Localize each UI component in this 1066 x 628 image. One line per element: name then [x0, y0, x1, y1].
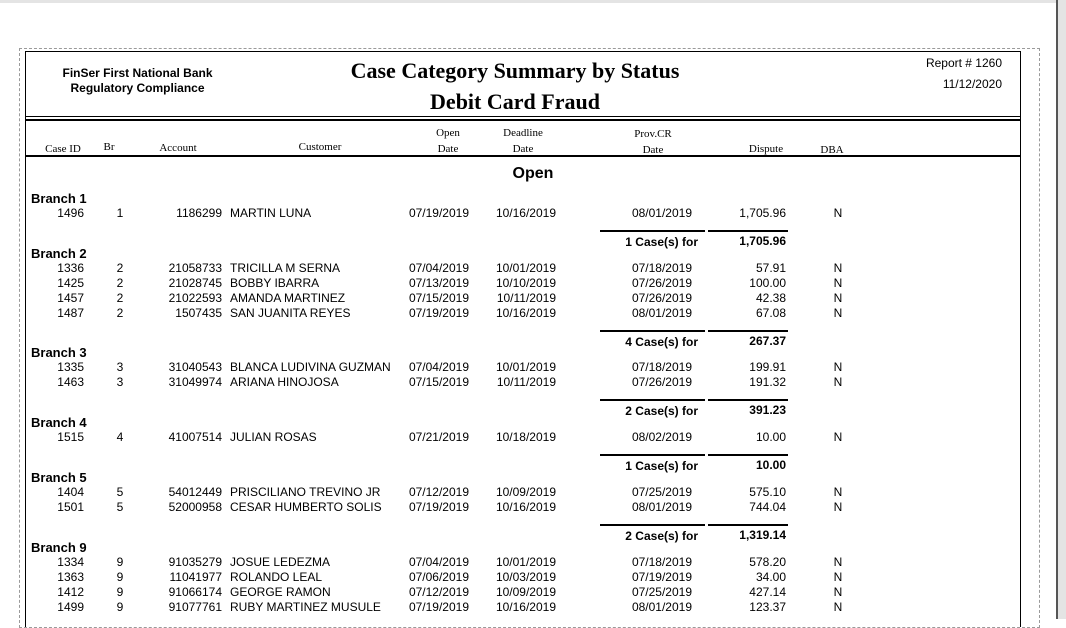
account-cell: 21058733: [168, 261, 222, 275]
col-deadline-2: Date: [512, 143, 534, 155]
case-id-cell: 1463: [57, 375, 84, 389]
customer-cell: RUBY MARTINEZ MUSULE: [230, 600, 381, 614]
case-id-cell: 1336: [57, 261, 84, 275]
col-account: Account: [159, 142, 197, 154]
branch-dispute-total: 1,319.14: [739, 528, 786, 542]
dba-cell: N: [833, 585, 843, 599]
col-provcr-2: Date: [642, 144, 664, 156]
case-id-cell: 1335: [57, 360, 84, 374]
prov-cr-date-cell: 08/01/2019: [631, 600, 692, 614]
subtotal-rule: [708, 230, 788, 232]
branch-cell: 3: [116, 360, 124, 374]
dba-cell: N: [833, 500, 843, 514]
col-open-2: Date: [437, 143, 459, 155]
deadline-date-cell: 10/18/2019: [495, 430, 556, 444]
branch-header: Branch 2: [31, 246, 87, 261]
case-count-label: 1 Case(s) for: [625, 235, 698, 249]
branch-cell: 9: [116, 585, 124, 599]
case-id-cell: 1457: [57, 291, 84, 305]
branch-cell: 1: [116, 206, 124, 220]
branch-cell: 3: [116, 375, 124, 389]
branch-cell: 9: [116, 570, 124, 584]
open-date-cell: 07/15/2019: [408, 375, 469, 389]
col-provcr-1: Prov.CR: [634, 128, 672, 140]
open-date-cell: 07/04/2019: [408, 360, 469, 374]
dispute-cell: 100.00: [749, 276, 786, 290]
bank-name: FinSer First National Bank: [62, 66, 213, 80]
case-count-label: 2 Case(s) for: [625, 529, 698, 543]
prov-cr-date-cell: 07/25/2019: [631, 585, 692, 599]
report-subtitle: Debit Card Fraud: [430, 89, 600, 114]
deadline-date-cell: 10/01/2019: [495, 555, 556, 569]
deadline-date-cell: 10/10/2019: [495, 276, 556, 290]
branch-cell: 5: [116, 500, 124, 514]
branch-cell: 2: [116, 276, 124, 290]
branch-cell: 4: [116, 430, 124, 444]
account-cell: 21022593: [168, 291, 222, 305]
account-cell: 91035279: [168, 555, 222, 569]
branch-cell: 2: [116, 306, 124, 320]
open-date-cell: 07/19/2019: [408, 206, 469, 220]
dispute-cell: 57.91: [755, 261, 786, 275]
account-cell: 31040543: [168, 360, 222, 374]
dispute-cell: 34.00: [755, 570, 786, 584]
deadline-date-cell: 10/16/2019: [495, 500, 556, 514]
case-id-cell: 1496: [57, 206, 84, 220]
open-date-cell: 07/19/2019: [408, 500, 469, 514]
subtotal-rule: [708, 454, 788, 456]
prov-cr-date-cell: 07/26/2019: [631, 276, 692, 290]
deadline-date-cell: 10/09/2019: [495, 485, 556, 499]
col-br: Br: [103, 141, 115, 153]
branch-cell: 9: [116, 600, 124, 614]
col-customer: Customer: [298, 141, 342, 153]
account-cell: 1186299: [176, 206, 222, 220]
customer-cell: CESAR HUMBERTO SOLIS: [230, 500, 382, 514]
deadline-date-cell: 10/11/2019: [496, 375, 556, 389]
branch-cell: 9: [116, 555, 124, 569]
department-name: Regulatory Compliance: [70, 81, 205, 95]
prov-cr-date-cell: 07/26/2019: [631, 291, 692, 305]
deadline-date-cell: 10/01/2019: [495, 261, 556, 275]
branch-header: Branch 5: [31, 470, 87, 485]
dispute-cell: 744.04: [749, 500, 786, 514]
viewer-scrollbar[interactable]: [1056, 0, 1066, 619]
status-section-title: Open: [512, 165, 554, 182]
customer-cell: BOBBY IBARRA: [230, 276, 320, 290]
deadline-date-cell: 10/11/2019: [496, 291, 556, 305]
deadline-date-cell: 10/16/2019: [495, 600, 556, 614]
prov-cr-date-cell: 08/01/2019: [631, 206, 692, 220]
case-id-cell: 1334: [57, 555, 84, 569]
col-open-1: Open: [436, 127, 460, 139]
deadline-date-cell: 10/03/2019: [495, 570, 556, 584]
customer-cell: PRISCILIANO TREVINO JR: [230, 485, 381, 499]
case-id-cell: 1363: [57, 570, 84, 584]
col-case-id: Case ID: [45, 143, 81, 155]
prov-cr-date-cell: 07/25/2019: [631, 485, 692, 499]
prov-cr-date-cell: 08/01/2019: [631, 500, 692, 514]
subtotal-rule: [600, 399, 705, 401]
branch-dispute-total: 267.37: [749, 334, 786, 348]
column-header-top-rule: [25, 119, 1021, 121]
left-border: [25, 117, 26, 627]
report-title: Case Category Summary by Status: [350, 58, 680, 83]
customer-cell: GEORGE RAMON: [230, 585, 331, 599]
customer-cell: BLANCA LUDIVINA GUZMAN: [230, 360, 391, 374]
customer-cell: JULIAN ROSAS: [230, 430, 317, 444]
customer-cell: ARIANA HINOJOSA: [230, 375, 339, 389]
report-number: Report # 1260: [925, 56, 1002, 70]
branch-header: Branch 1: [31, 191, 87, 206]
account-cell: 54012449: [168, 485, 222, 499]
open-date-cell: 07/12/2019: [408, 585, 469, 599]
branch-cell: 2: [116, 291, 124, 305]
viewer-top-edge: [0, 0, 1066, 3]
case-id-cell: 1499: [57, 600, 84, 614]
subtotal-rule: [708, 330, 788, 332]
right-border: [1020, 117, 1021, 627]
deadline-date-cell: 10/09/2019: [495, 585, 556, 599]
col-dispute: Dispute: [748, 143, 784, 155]
case-id-cell: 1412: [57, 585, 84, 599]
case-id-cell: 1425: [57, 276, 84, 290]
subtotal-rule: [600, 230, 705, 232]
open-date-cell: 07/19/2019: [408, 306, 469, 320]
branch-cell: 5: [116, 485, 124, 499]
branch-dispute-total: 1,705.96: [739, 234, 786, 248]
dispute-cell: 67.08: [755, 306, 786, 320]
dispute-cell: 123.37: [749, 600, 786, 614]
branch-dispute-total: 10.00: [755, 458, 786, 472]
prov-cr-date-cell: 07/26/2019: [631, 375, 692, 389]
dba-cell: N: [833, 570, 843, 584]
customer-cell: ROLANDO LEAL: [230, 570, 323, 584]
report-date: 11/12/2020: [942, 77, 1002, 91]
open-date-cell: 07/13/2019: [408, 276, 469, 290]
prov-cr-date-cell: 08/02/2019: [631, 430, 692, 444]
dispute-cell: 578.20: [749, 555, 786, 569]
dba-cell: N: [833, 360, 843, 374]
prov-cr-date-cell: 07/18/2019: [631, 555, 692, 569]
case-id-cell: 1501: [57, 500, 84, 514]
account-cell: 91066174: [168, 585, 222, 599]
open-date-cell: 07/15/2019: [408, 291, 469, 305]
account-cell: 41007514: [168, 430, 222, 444]
case-id-cell: 1404: [57, 485, 84, 499]
dba-cell: N: [833, 206, 843, 220]
case-count-label: 2 Case(s) for: [625, 404, 698, 418]
dispute-cell: 575.10: [749, 485, 786, 499]
col-deadline-1: Deadline: [503, 127, 543, 139]
dba-cell: N: [833, 306, 843, 320]
dba-cell: N: [833, 276, 843, 290]
account-cell: 1507435: [175, 306, 222, 320]
open-date-cell: 07/12/2019: [408, 485, 469, 499]
account-cell: 21028745: [168, 276, 222, 290]
dispute-cell: 1,705.96: [739, 206, 786, 220]
dispute-cell: 199.91: [749, 360, 786, 374]
deadline-date-cell: 10/16/2019: [495, 306, 556, 320]
case-count-label: 1 Case(s) for: [625, 459, 698, 473]
open-date-cell: 07/19/2019: [408, 600, 469, 614]
dba-cell: N: [833, 430, 843, 444]
dba-cell: N: [833, 261, 843, 275]
open-date-cell: 07/21/2019: [408, 430, 469, 444]
customer-cell: TRICILLA M SERNA: [230, 261, 341, 275]
dispute-cell: 42.38: [755, 291, 786, 305]
col-dba: DBA: [820, 144, 844, 156]
dba-cell: N: [833, 600, 843, 614]
branch-header: Branch 9: [31, 540, 87, 555]
dba-cell: N: [833, 555, 843, 569]
deadline-date-cell: 10/01/2019: [495, 360, 556, 374]
subtotal-rule: [708, 524, 788, 526]
subtotal-rule: [600, 454, 705, 456]
subtotal-rule: [600, 330, 705, 332]
branch-header: Branch 3: [31, 345, 87, 360]
dispute-cell: 427.14: [749, 585, 786, 599]
dispute-cell: 10.00: [755, 430, 786, 444]
branch-header: Branch 4: [31, 415, 87, 430]
open-date-cell: 07/06/2019: [408, 570, 469, 584]
dba-cell: N: [833, 375, 843, 389]
case-id-cell: 1515: [57, 430, 84, 444]
customer-cell: JOSUE LEDEZMA: [230, 555, 331, 569]
customer-cell: AMANDA MARTINEZ: [230, 291, 346, 305]
customer-cell: SAN JUANITA REYES: [230, 306, 351, 320]
account-cell: 52000958: [168, 500, 222, 514]
open-date-cell: 07/04/2019: [408, 555, 469, 569]
dba-cell: N: [833, 291, 843, 305]
dba-cell: N: [833, 485, 843, 499]
deadline-date-cell: 10/16/2019: [495, 206, 556, 220]
account-cell: 11041977: [169, 570, 222, 584]
subtotal-rule: [708, 399, 788, 401]
case-count-label: 4 Case(s) for: [625, 335, 698, 349]
prov-cr-date-cell: 08/01/2019: [631, 306, 692, 320]
branch-dispute-total: 391.23: [749, 403, 786, 417]
open-date-cell: 07/04/2019: [408, 261, 469, 275]
prov-cr-date-cell: 07/18/2019: [631, 261, 692, 275]
account-cell: 91077761: [168, 600, 222, 614]
subtotal-rule: [600, 524, 705, 526]
branch-cell: 2: [116, 261, 124, 275]
case-id-cell: 1487: [57, 306, 84, 320]
prov-cr-date-cell: 07/19/2019: [631, 570, 692, 584]
prov-cr-date-cell: 07/18/2019: [631, 360, 692, 374]
dispute-cell: 191.32: [749, 375, 786, 389]
account-cell: 31049974: [168, 375, 222, 389]
customer-cell: MARTIN LUNA: [230, 206, 312, 220]
